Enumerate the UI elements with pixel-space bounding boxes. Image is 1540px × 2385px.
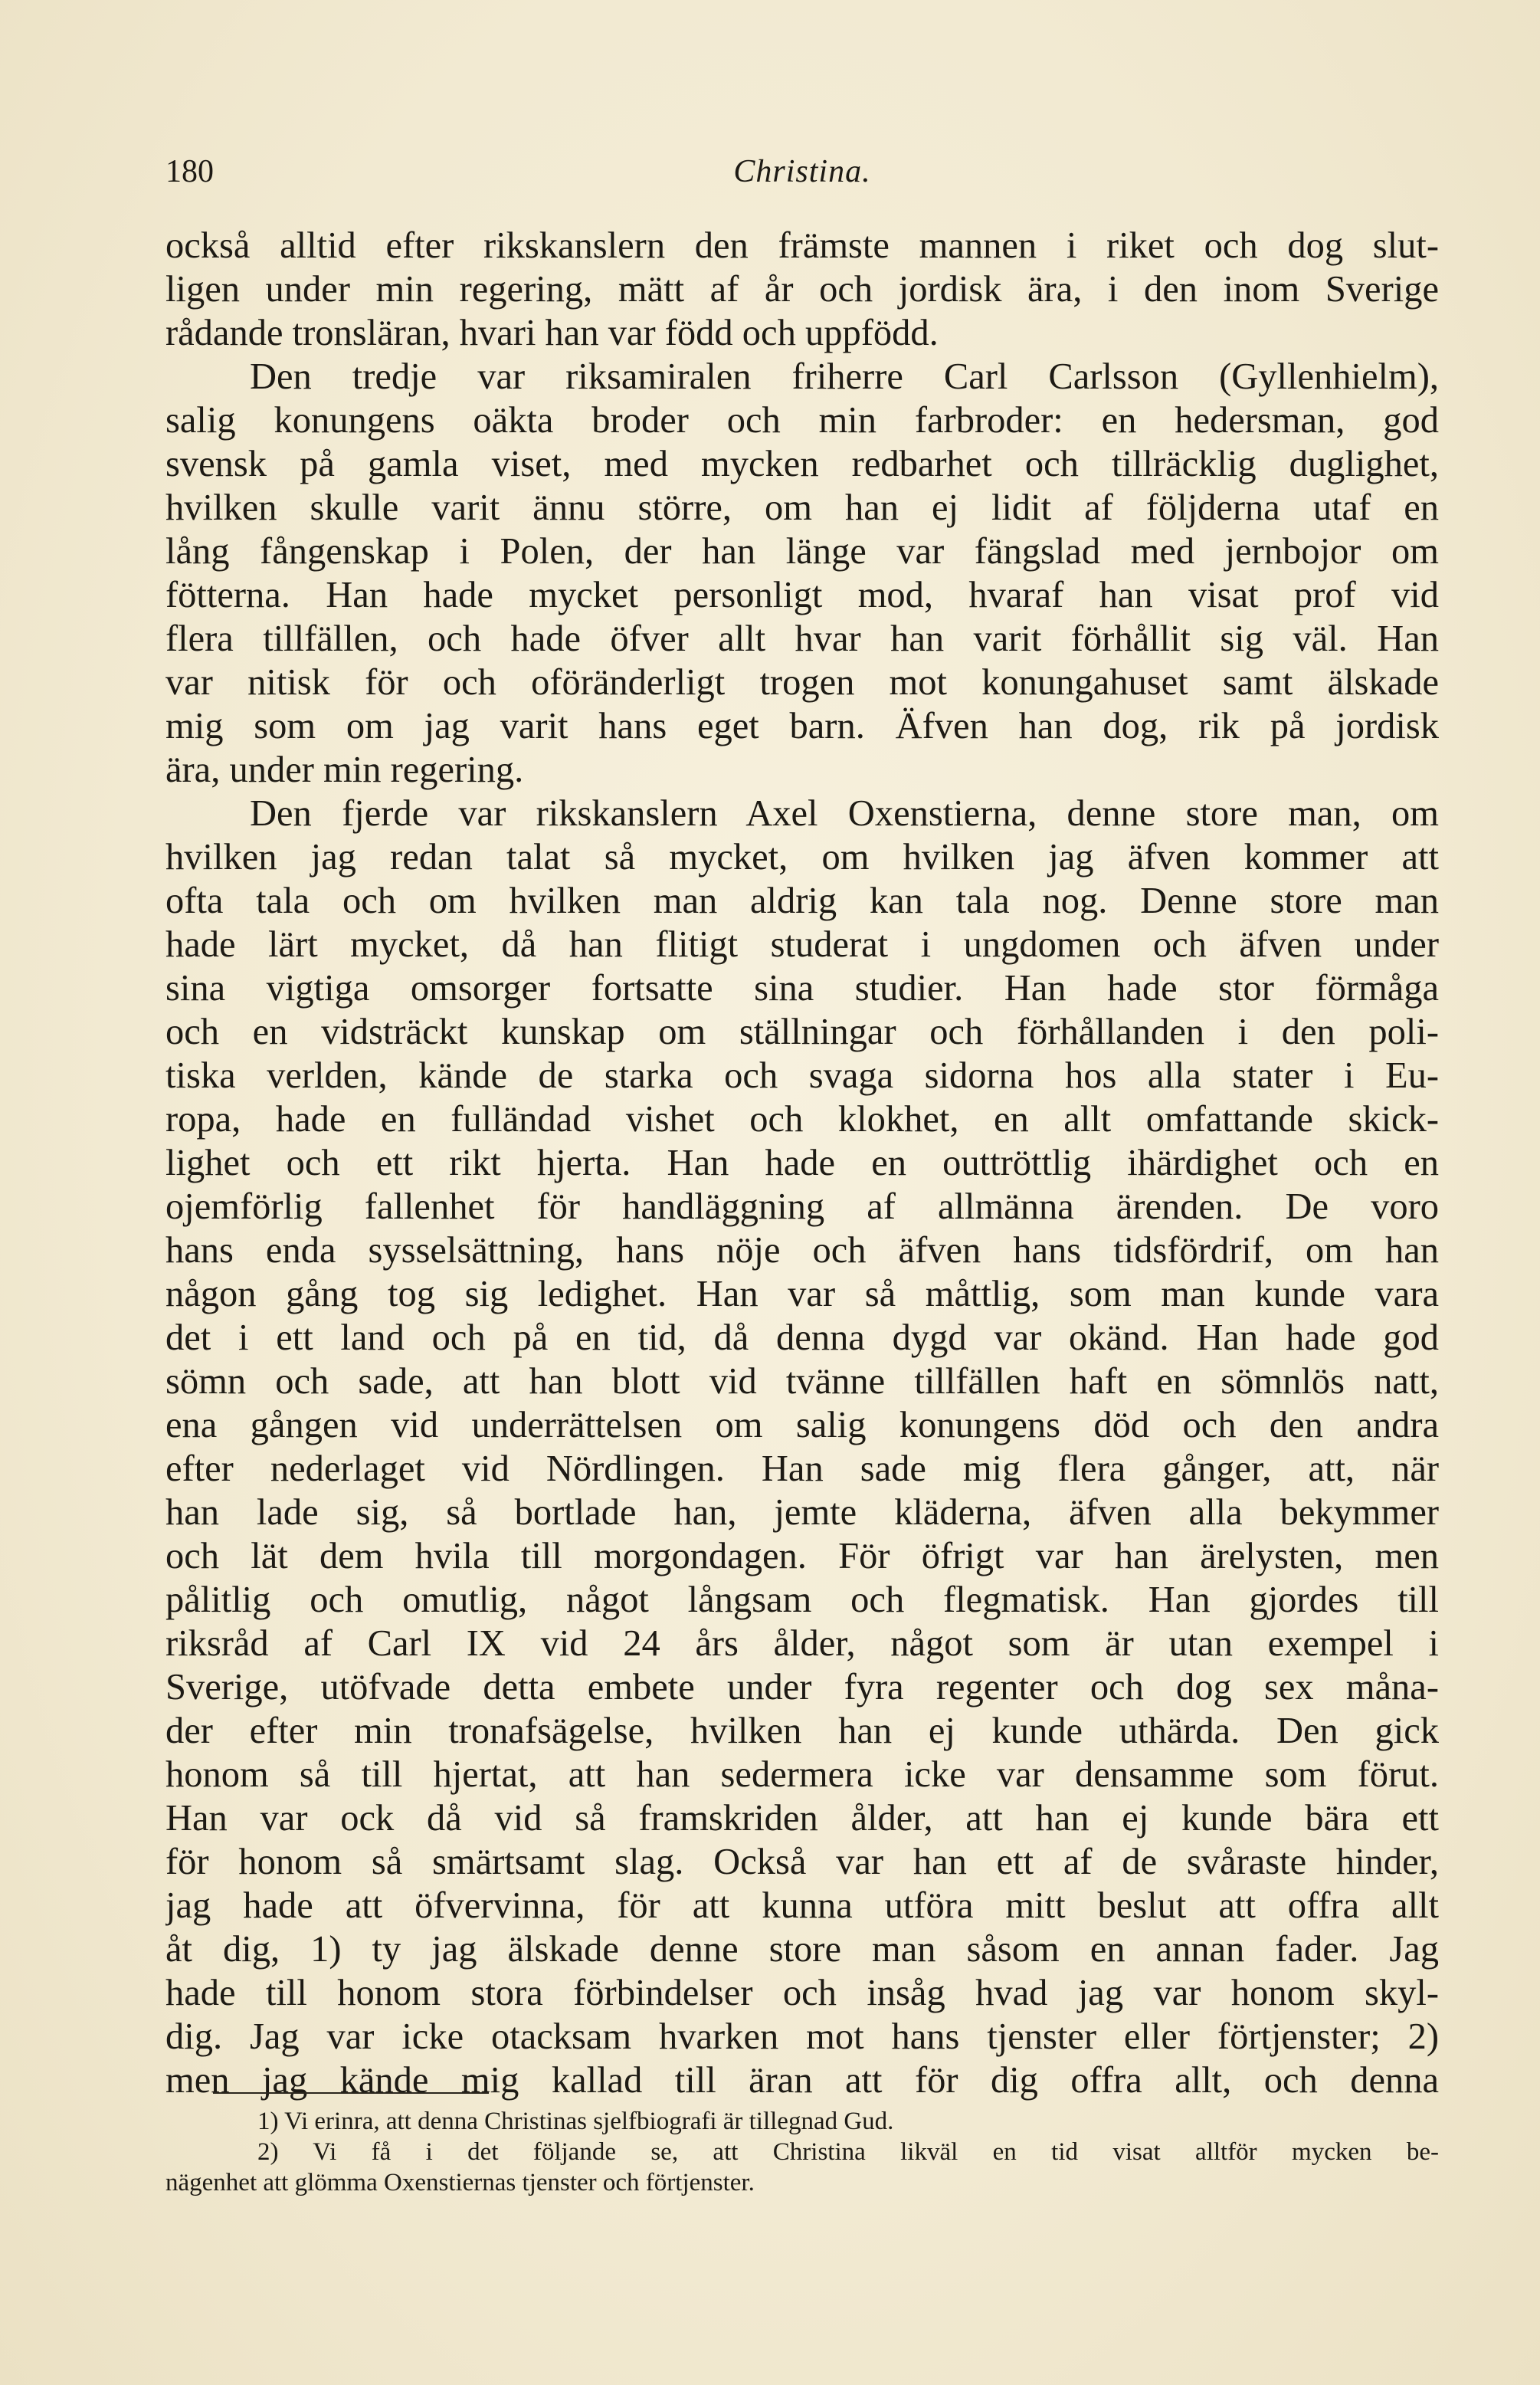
page-number: 180 xyxy=(165,154,214,189)
text-line: sina vigtiga omsorger fortsatte sina studier. Han hade stor förmåga xyxy=(165,968,1439,1009)
text-line: lång fångenskap i Polen, der han länge var fängslad med jernbojor om xyxy=(165,531,1439,572)
text-line: någon gång tog sig ledighet. Han var så måttlig, som man kunde vara xyxy=(165,1274,1439,1314)
text-line: ropa, hade en fulländad vishet och klokhet, en allt omfattande skick- xyxy=(165,1099,1439,1140)
text-line: Den tredje var riksamiralen friherre Carl Carlsson (Gyllenhielm), xyxy=(250,356,1439,397)
text-line: dig. Jag var icke otacksam hvarken mot hans tjenster eller förtjenster; 2) xyxy=(165,2016,1439,2057)
text-line: hade lärt mycket, då han flitigt studerat i ungdomen och äfven under xyxy=(165,924,1439,965)
text-line: ofta tala och om hvilken man aldrig kan tala nog. Denne store man xyxy=(165,881,1439,921)
text-line: han lade sig, så bortlade han, jemte kläderna, äfven alla bekymmer xyxy=(165,1492,1439,1533)
text-line: mig som om jag varit hans eget barn. Äfven han dog, rik på jordisk xyxy=(165,706,1439,746)
text-line: hvilken skulle varit ännu större, om han ej lidit af följderna utaf en xyxy=(165,487,1439,528)
text-line: hvilken jag redan talat så mycket, om hvilken jag äfven kommer att xyxy=(165,837,1439,878)
text-line: Sverige, utöfvade detta embete under fyra regenter och dog sex måna- xyxy=(165,1667,1439,1708)
text-line: pålitlig och omutlig, något långsam och flegmatisk. Han gjordes till xyxy=(165,1580,1439,1620)
body-text xyxy=(165,224,1439,2102)
text-line: ena gången vid underrättelsen om salig konungens död och den andra xyxy=(165,1405,1439,1445)
text-line: sömn och sade, att han blott vid tvänne tillfällen haft en sömnlös natt, xyxy=(165,1361,1439,1402)
text-line: tiska verlden, kände de starka och svaga sidorna hos alla stater i Eu- xyxy=(165,1055,1439,1096)
footnote-2-continued: nägenhet att glömma Oxenstiernas tjenster och förtjenster. xyxy=(165,2169,755,2196)
footnotes xyxy=(165,2106,1439,2198)
text-line: der efter min tronafsägelse, hvilken han ej kunde uthärda. Den gick xyxy=(165,1711,1439,1751)
text-line: också alltid efter rikskanslern den främste mannen i riket och dog slut- xyxy=(165,225,1439,266)
text-line: jag hade att öfvervinna, för att kunna utföra mitt beslut att offra allt xyxy=(165,1885,1439,1926)
footnote-2: 2) Vi få i det följande se, att Christina likväl en tid visat alltför mycken be- xyxy=(257,2138,1439,2166)
text-line: salig konungens oäkta broder och min farbroder: en hedersman, god xyxy=(165,400,1439,441)
text-line: ära, under min regering. xyxy=(165,750,524,790)
text-line: lighet och ett rikt hjerta. Han hade en outtröttlig ihärdighet och en xyxy=(165,1143,1439,1183)
text-line: honom så till hjertat, att han sedermera icke var densamme som förut. xyxy=(165,1754,1439,1795)
text-line: rådande tronsläran, hvari han var född och uppfödd. xyxy=(165,313,939,353)
text-line: svensk på gamla viset, med mycken redbarhet och tillräcklig duglighet, xyxy=(165,444,1439,484)
text-line: för honom så smärtsamt slag. Också var han ett af de svåraste hinder, xyxy=(165,1842,1439,1882)
text-line: det i ett land och på en tid, då denna dygd var okänd. Han hade god xyxy=(165,1317,1439,1358)
text-line: hans enda sysselsättning, hans nöje och äfven hans tidsfördrif, om han xyxy=(165,1230,1439,1271)
text-line: och en vidsträckt kunskap om ställningar och förhållanden i den poli- xyxy=(165,1012,1439,1052)
text-line: Han var ock då vid så framskriden ålder, att han ej kunde bära ett xyxy=(165,1798,1439,1839)
text-line: flera tillfällen, och hade öfver allt hvar han varit förhållit sig väl. Han xyxy=(165,618,1439,659)
text-line: och lät dem hvila till morgondagen. För öfrigt var han ärelysten, men xyxy=(165,1536,1439,1576)
footnote-divider xyxy=(213,2092,489,2094)
text-line: riksråd af Carl IX vid 24 års ålder, något som är utan exempel i xyxy=(165,1623,1439,1664)
text-line: ojemförlig fallenhet för handläggning af allmänna ärenden. De voro xyxy=(165,1186,1439,1227)
text-line: ligen under min regering, mätt af år och jordisk ära, i den inom Sverige xyxy=(165,269,1439,310)
text-line: hade till honom stora förbindelser och insåg hvad jag var honom skyl- xyxy=(165,1973,1439,2013)
text-line: åt dig, 1) ty jag älskade denne store man såsom en annan fader. Jag xyxy=(165,1929,1439,1970)
text-line: men jag kände mig kallad till äran att för dig offra allt, och denna xyxy=(165,2060,1439,2101)
running-title: Christina. xyxy=(733,154,871,189)
text-line: Den fjerde var rikskanslern Axel Oxenstierna, denne store man, om xyxy=(250,793,1439,834)
text-line: fötterna. Han hade mycket personligt mod, hvaraf han visat prof vid xyxy=(165,575,1439,615)
text-line: var nitisk för och oföränderligt trogen mot konungahuset samt älskade xyxy=(165,662,1439,703)
page-header xyxy=(165,153,1439,199)
footnote-1: 1) Vi erinra, att denna Christinas sjelfbiografi är tillegnad Gud. xyxy=(257,2108,894,2135)
text-line: efter nederlaget vid Nördlingen. Han sade mig flera gånger, att, när xyxy=(165,1448,1439,1489)
